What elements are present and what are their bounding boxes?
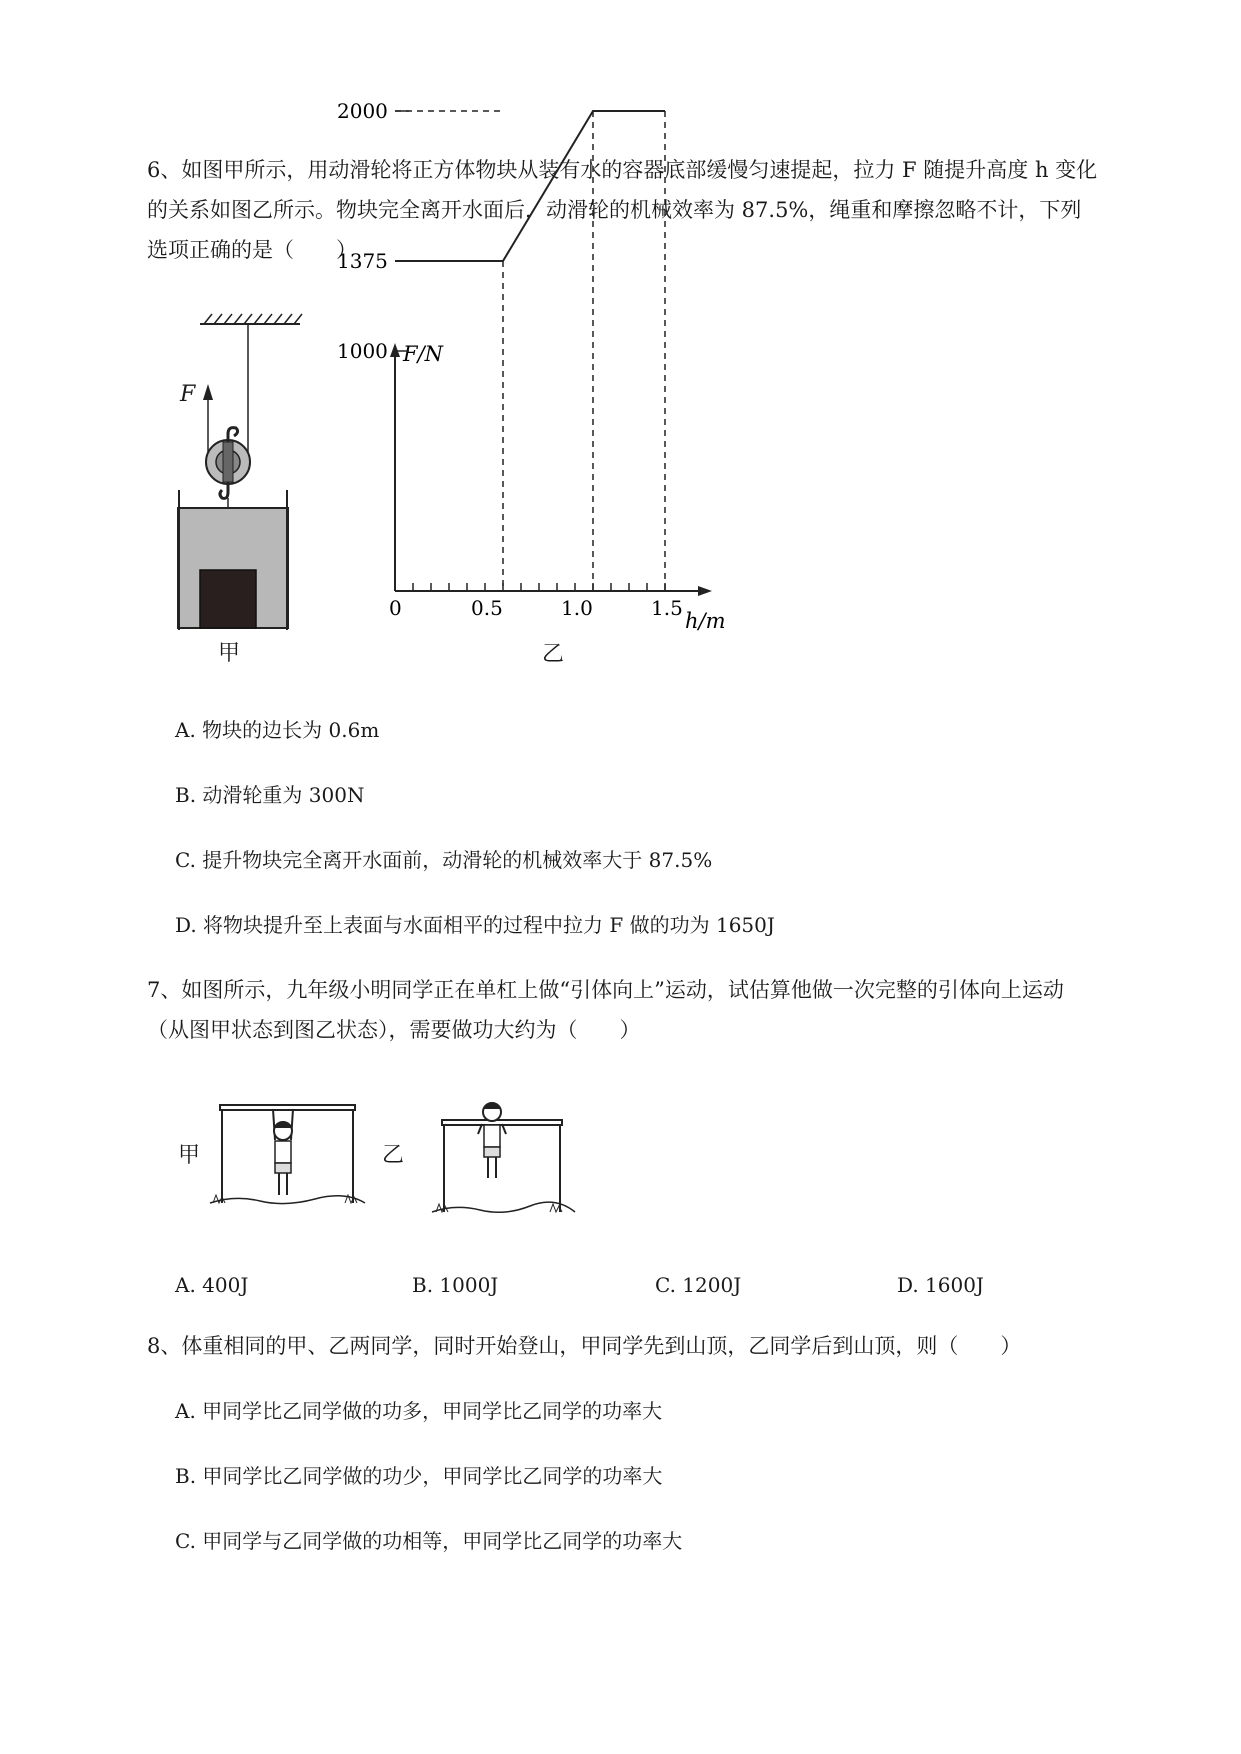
q7-text-line-2: （从图甲状态到图乙状态），需要做功大约为（ ） [147, 1018, 641, 1042]
q8-option-c[interactable]: C. 甲同学与乙同学做的功相等，甲同学比乙同学的功率大 [175, 1529, 683, 1553]
q6-option-b[interactable]: B. 动滑轮重为 300N [175, 783, 365, 807]
pulley-container-figure [160, 300, 320, 670]
x-tick-label: 1.5 [651, 596, 683, 620]
q6-text-line-1: 6、如图甲所示，用动滑轮将正方体物块从装有水的容器底部缓慢匀速提起，拉力 F 随提升高度 h 变化 [147, 158, 1098, 182]
y-tick-label: 1000 [337, 339, 388, 363]
force-curve [395, 111, 665, 261]
x-tick-label: 0.5 [471, 596, 503, 620]
q7-option-a[interactable]: A. 400J [175, 1273, 249, 1297]
figure-yi-label: 乙 [542, 642, 565, 667]
y-axis-label: F/N [403, 342, 444, 366]
y-axis-arrow [390, 343, 400, 357]
q6-option-a[interactable]: A. 物块的边长为 0.6m [175, 718, 380, 742]
x-axis-arrow [698, 586, 712, 596]
y-tick-label: 1375 [337, 249, 388, 273]
q8-option-b[interactable]: B. 甲同学比乙同学做的功少，甲同学比乙同学的功率大 [175, 1464, 663, 1488]
q6-option-d[interactable]: D. 将物块提升至上表面与水面相平的过程中拉力 F 做的功为 1650J [175, 913, 775, 937]
force-height-chart [330, 99, 730, 665]
x-axis-label: h/m [685, 609, 726, 633]
q7-text-line-1: 7、如图所示，九年级小明同学正在单杠上做“引体向上”运动，试估算他做一次完整的引体向上运动 [147, 978, 1064, 1002]
pullup-figure-yi [430, 1090, 580, 1220]
pullup-jia-label: 甲 [178, 1143, 201, 1168]
x-tick-label: 1.0 [561, 596, 593, 620]
q6-text-line-2: 的关系如图乙所示。物块完全离开水面后，动滑轮的机械效率为 87.5%，绳重和摩擦忽略不计，下列 [147, 198, 1082, 222]
q7-option-c[interactable]: C. 1200J [655, 1273, 742, 1297]
force-label: F [180, 382, 196, 407]
y-tick-label: 2000 [337, 99, 388, 123]
figure-jia-label: 甲 [218, 641, 241, 666]
x-tick-label: 0 [389, 596, 402, 620]
q7-option-b[interactable]: B. 1000J [412, 1273, 499, 1297]
q8-option-a[interactable]: A. 甲同学比乙同学做的功多，甲同学比乙同学的功率大 [175, 1399, 663, 1423]
q8-text-line-1: 8、体重相同的甲、乙两同学，同时开始登山，甲同学先到山顶，乙同学后到山顶，则（ ） [147, 1334, 1022, 1358]
q6-text-line-3: 选项正确的是（ ） [147, 238, 357, 262]
q7-option-d[interactable]: D. 1600J [897, 1273, 984, 1297]
q6-option-c[interactable]: C. 提升物块完全离开水面前，动滑轮的机械效率大于 87.5% [175, 848, 713, 872]
pullup-figure-jia [205, 1095, 370, 1210]
pullup-yi-label: 乙 [382, 1143, 405, 1168]
